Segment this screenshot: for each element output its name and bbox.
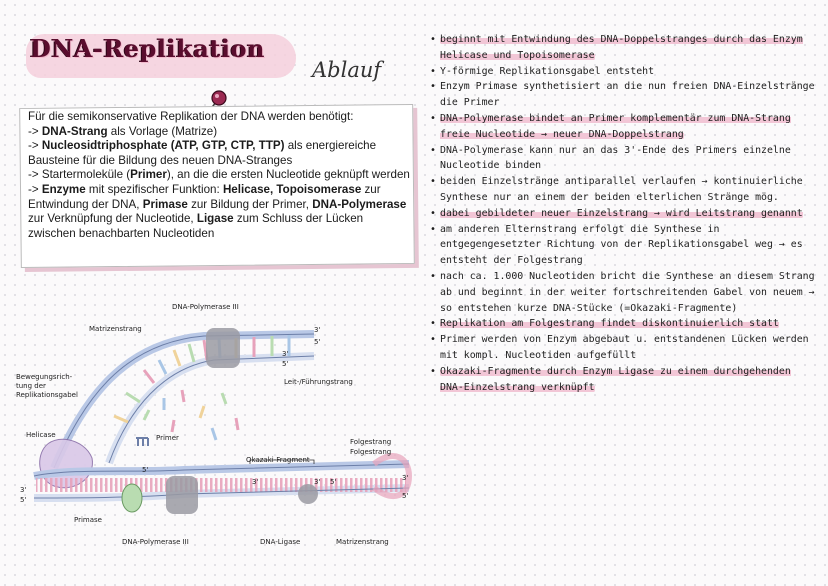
label-dna-ligase: DNA-Ligase xyxy=(260,538,301,546)
label-end-3-left: 3' xyxy=(20,486,27,494)
note-item: • am anderen Elternstrang erfolgt die Synthese in entgegengesetzter Richtung von der Replikationsgabel weg → es entsteht der Folgestrang xyxy=(430,223,803,267)
note-item: • Okazaki-Fragmente durch Enzym Ligase zu einem durchgehenden DNA-Einzelstrang verknüpft xyxy=(430,365,791,393)
label-helicase: Helicase xyxy=(26,431,56,439)
label-dna-polymerase-top: DNA-Polymerase III xyxy=(172,303,239,311)
notes-list xyxy=(428,32,820,395)
info-item-dna-strand: -> DNA-Strang als Vorlage (Matrize) xyxy=(28,124,218,138)
label-end-5-frag2: 5' xyxy=(330,478,337,486)
replication-diagram xyxy=(14,298,414,558)
note-item: • DNA-Polymerase bindet an Primer komplementär zum DNA-Strang freie Nucleotide → neuer DNA-Doppelstrang xyxy=(430,112,791,140)
note-item: • Enzym Primase synthetisiert an die nun freien DNA-Einzelstränge die Primer xyxy=(430,81,815,109)
label-end-3-frag1: 3' xyxy=(252,478,259,486)
dna-ligase-shape xyxy=(298,484,318,504)
title-block xyxy=(22,28,273,69)
label-dna-polymerase-bottom: DNA-Polymerase III xyxy=(122,538,189,546)
info-item-nucleotides: -> Nucleosidtriphosphate (ATP, GTP, CTP, TTP) als energiereiche Bausteine für die Bildung des neuen DNA-Stranges xyxy=(28,139,377,167)
info-item-enzymes: -> Enzyme mit spezifischer Funktion: Helicase, Topoisomerase zur Entwindung der DNA, Primase zur Bildung der Primer, DNA-Polymerase zur Verknüpfung der Nucleotide, Ligase zum Schluss der Lücken zwischen benachbarten Nucleotiden xyxy=(28,182,407,240)
primase-shape xyxy=(122,484,142,512)
info-intro: Für die semikonservative Replikation der DNA werden benötigt: xyxy=(28,110,354,123)
dna-polymerase-bottom-shape xyxy=(166,476,198,514)
label-end-5-left: 5' xyxy=(20,496,27,504)
label-end-3-frag2: 3' xyxy=(314,478,321,486)
label-bewegungsrichtung: Bewegungsrich- tung der Replikationsgabel xyxy=(16,373,78,399)
note-item: • DNA-Polymerase kann nur an das 3'-Ende des Primers einzelne Nucleotide binden xyxy=(430,144,791,172)
info-box-text xyxy=(28,110,410,241)
label-matrizenstrang-bottom: Matrizenstrang xyxy=(336,538,389,546)
label-primer: Primer xyxy=(156,434,179,442)
info-item-primer: -> Startermoleküle (Primer), an die die ersten Nucleotide geknüpft werden xyxy=(28,168,410,182)
note-item: • nach ca. 1.000 Nucleotiden bricht die Synthese an diesem Strang ab und beginnt in der weiter fortschreitenden Gabel von neuem → so entstehen kurze DNA-Stücke (=Okazaki-Fragmente) xyxy=(430,270,815,314)
dna-polymerase-top-shape xyxy=(206,328,240,368)
note-item: • beiden Einzelstränge antiparallel verlaufen → kontinuierliche Synthese nur an einem der beiden elterlichen Stränge mög. xyxy=(430,176,803,203)
label-okazaki-fragment: Okazaki-Fragment xyxy=(246,456,310,464)
label-folgestrang-2: Folgestrang xyxy=(350,448,392,456)
note-item: • Replikation am Folgestrang findet diskontinuierlich statt xyxy=(430,318,779,330)
leading-strand xyxy=(109,356,314,463)
note-item: • Y-förmige Replikationsgabel entsteht xyxy=(430,65,655,77)
label-end-5-frag1: 5' xyxy=(142,466,149,474)
page-title: DNA-Replikation xyxy=(30,34,265,63)
label-end-3-mid: 3' xyxy=(282,350,289,358)
label-end-3-top: 3' xyxy=(314,326,321,334)
label-end-5-top: 5' xyxy=(314,338,321,346)
label-leitstrang: Leit-/Führungstrang xyxy=(284,378,353,386)
label-end-5-right: 5' xyxy=(402,492,409,500)
note-item: • Primer werden von Enzym abgebaut u. entstandenen Lücken werden mit kompl. Nucleotiden aufgefüllt xyxy=(430,334,809,361)
label-matrizenstrang-top: Matrizenstrang xyxy=(89,325,142,333)
label-folgestrang-1: Folgestrang xyxy=(350,438,392,446)
label-end-3-right: 3' xyxy=(402,474,409,482)
label-primase: Primase xyxy=(74,516,102,524)
page-subtitle: Ablauf xyxy=(312,58,382,82)
label-end-5-mid: 5' xyxy=(282,360,289,368)
note-item: • dabei gebildeter neuer Einzelstrang → wird Leitstrang genannt xyxy=(430,207,803,219)
note-item: • beginnt mit Entwindung des DNA-Doppelstranges durch das Enzym Helicase und Topoisomerase xyxy=(430,34,803,61)
